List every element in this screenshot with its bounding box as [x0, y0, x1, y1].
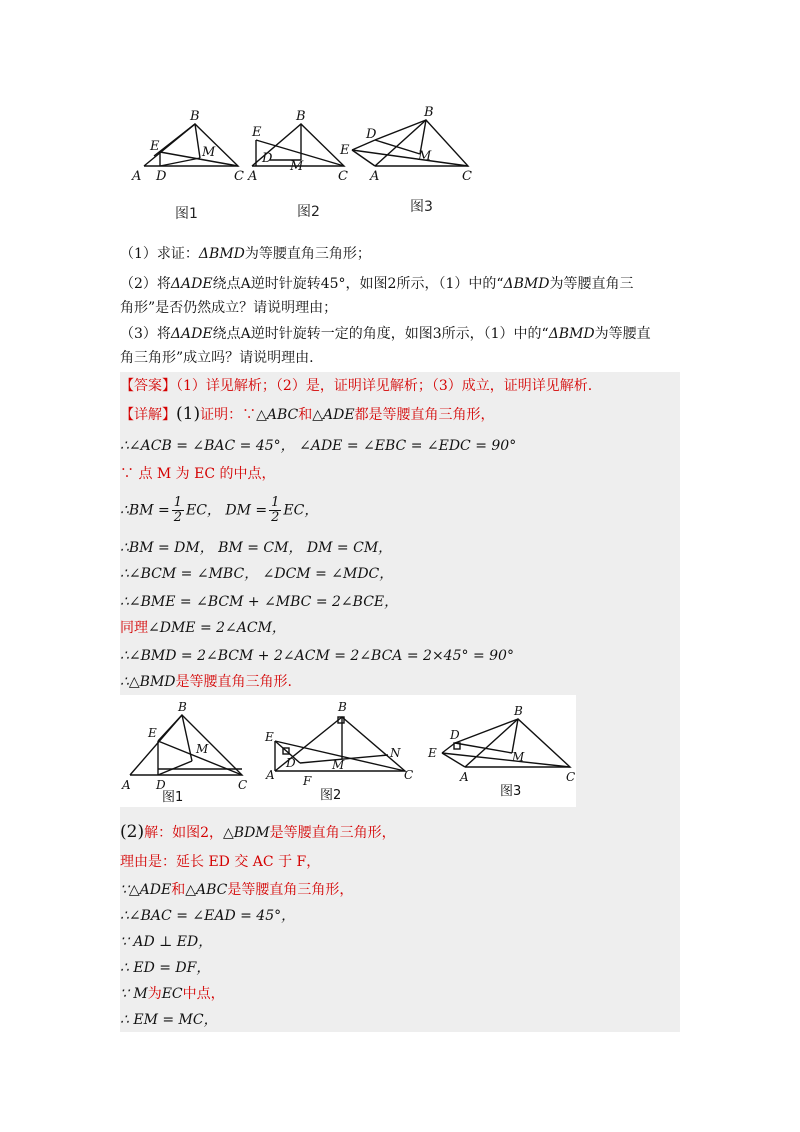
part2-line-1: [120, 822, 396, 843]
svg-text:D: D: [366, 127, 377, 142]
q3-math2: ΔBMD: [548, 326, 595, 342]
svg-text:M: M: [290, 159, 304, 174]
detail-text: 证明：∵: [200, 407, 257, 423]
answer-line: [120, 376, 592, 396]
detail-text: 是等腰直角三角形.: [175, 674, 292, 690]
svg-text:C: C: [566, 770, 576, 784]
svg-text:E: E: [428, 746, 437, 760]
question-3-line-2: 角三角形”成立吗？请说明理由.: [120, 350, 314, 366]
svg-text:F: F: [303, 774, 312, 788]
svg-text:A: A: [248, 169, 258, 184]
svg-text:E: E: [265, 730, 274, 744]
svg-text:N: N: [390, 746, 401, 760]
detail-text: 同理: [120, 620, 148, 636]
svg-text:M: M: [196, 742, 209, 756]
question-1: [120, 244, 371, 264]
svg-text:M: M: [418, 149, 432, 164]
detail-line-2: ∴∠ACB = ∠BAC = 45°， ∠ADE = ∠EBC = ∠EDC = 90°: [120, 438, 517, 454]
svg-text:D: D: [286, 756, 296, 770]
figure-label: 图2: [297, 204, 320, 220]
svg-text:D: D: [450, 728, 460, 742]
q3-suffix: 为等腰直: [594, 326, 651, 342]
detail-math: △ABC: [256, 407, 299, 423]
q2-math1: ΔADE: [170, 276, 213, 292]
frac-den: 2: [173, 510, 182, 525]
question-2-line-2: 角形”是否仍然成立？请说明理由；: [120, 300, 338, 316]
detail-text: EC， DM =: [186, 502, 268, 519]
q3-math1: ΔADE: [170, 326, 213, 342]
svg-text:M: M: [512, 750, 525, 764]
q2-suffix: 为等腰直角三: [549, 276, 634, 292]
part2-line-4: ∴∠BAC = ∠EAD = 45°，: [120, 908, 296, 924]
detail-num: (1): [176, 404, 201, 424]
part2-text: 为: [147, 986, 162, 1002]
part2-text: 是等腰直角三角形，: [227, 882, 354, 898]
part2-num: (2): [120, 822, 145, 842]
q2-prefix: （2）将: [120, 276, 171, 292]
frac-num: 1: [271, 495, 280, 510]
part2-math: ∵ M: [120, 986, 148, 1002]
question-3-line-1: [120, 324, 651, 344]
detail-line-5: ∴BM = DM， BM = CM， DM = CM，: [120, 540, 393, 556]
svg-text:E: E: [150, 139, 160, 154]
fraction: [269, 496, 281, 525]
part2-text: 解：如图2，: [144, 825, 224, 841]
svg-text:D: D: [156, 169, 167, 184]
detail-line-3: ∵ 点 M 为 EC 的中点，: [120, 466, 276, 482]
q2-mid1: 绕点A逆时针旋转: [212, 276, 321, 292]
svg-text:B: B: [514, 704, 523, 718]
part2-math: ∵△ADE: [120, 882, 172, 898]
fig-label: 图2: [320, 788, 342, 803]
part2-line-5: ∵ AD ⊥ ED，: [120, 934, 213, 950]
figure-label: 图1: [175, 206, 198, 222]
q2-mid2: ，如图2所示，（1）中的“: [345, 276, 504, 292]
svg-text:B: B: [296, 109, 306, 124]
detail-line-8: [120, 618, 286, 638]
part2-text: 是等腰直角三角形，: [269, 825, 396, 841]
svg-text:E: E: [148, 726, 157, 740]
detail-line-6: ∴∠BCM = ∠MBC， ∠DCM = ∠MDC，: [120, 566, 394, 582]
q2-math2: ΔBMD: [503, 276, 550, 292]
svg-text:E: E: [340, 143, 350, 158]
detail-line-4: [120, 496, 318, 525]
svg-text:C: C: [238, 778, 248, 792]
svg-text:C: C: [338, 169, 348, 184]
svg-text:A: A: [132, 169, 142, 184]
part2-text: 和: [171, 882, 186, 898]
svg-text:C: C: [234, 169, 244, 184]
detail-line-10: [120, 672, 292, 692]
part2-text: 中点，: [182, 986, 225, 1002]
svg-text:B: B: [424, 105, 434, 120]
figure-label: 图3: [410, 199, 433, 215]
figure-group-middle: [120, 695, 576, 807]
part2-math: △ABC: [185, 882, 228, 898]
detail-line-1: [120, 404, 495, 425]
svg-text:B: B: [190, 109, 200, 124]
detail-tag: 【详解】: [120, 407, 176, 423]
detail-text: EC，: [283, 502, 319, 519]
svg-text:M: M: [202, 145, 216, 160]
detail-math: ∠DME = 2∠ACM，: [148, 620, 286, 636]
frac-den: 2: [271, 510, 280, 525]
svg-text:B: B: [178, 700, 187, 714]
q3-prefix: （3）将: [120, 326, 171, 342]
svg-text:B: B: [338, 700, 347, 714]
detail-text: ∴BM =: [120, 502, 170, 519]
svg-text:D: D: [156, 778, 166, 792]
detail-text: 和: [298, 407, 313, 423]
q3-mid: 绕点A逆时针旋转一定的角度，如图3所示，（1）中的“: [212, 326, 549, 342]
q1-math: ΔBMD: [198, 246, 245, 262]
svg-text:D: D: [262, 151, 273, 166]
part2-line-7: [120, 984, 225, 1004]
svg-text:E: E: [252, 125, 262, 140]
fig-label: 图3: [500, 784, 522, 799]
fig-label: 图1: [162, 790, 184, 805]
question-2-line-1: [120, 274, 634, 294]
svg-text:C: C: [404, 768, 414, 782]
answer-text: （1）详见解析；（2）是，证明详见解析；（3）成立，证明详见解析.: [176, 378, 593, 394]
detail-math: ∴△BMD: [120, 674, 176, 690]
q1-suffix: 为等腰直角三角形；: [244, 246, 371, 262]
part2-math: EC: [161, 986, 183, 1002]
part2-line-6: ∴ ED = DF，: [120, 960, 211, 976]
answer-tag: 【答案】: [120, 378, 176, 394]
part2-math: △BDM: [223, 825, 270, 841]
svg-text:A: A: [370, 169, 380, 184]
part2-line-8: ∴ EM = MC，: [120, 1012, 218, 1028]
svg-text:A: A: [460, 770, 469, 784]
fraction: [172, 496, 184, 525]
detail-math: △ADE: [312, 407, 355, 423]
part2-line-3: [120, 880, 353, 900]
q2-angle: 45°: [320, 276, 346, 292]
svg-text:A: A: [266, 768, 275, 782]
svg-text:A: A: [122, 778, 131, 792]
svg-text:C: C: [462, 169, 472, 184]
frac-num: 1: [173, 495, 182, 510]
q1-prefix: （1）求证：: [120, 246, 199, 262]
detail-line-9: ∴∠BMD = 2∠BCM + 2∠ACM = 2∠BCA = 2×45° = 90°: [120, 648, 514, 664]
detail-line-7: ∴∠BME = ∠BCM + ∠MBC = 2∠BCE，: [120, 594, 399, 610]
part2-line-2: 理由是：延长 ED 交 AC 于 F，: [120, 854, 321, 870]
detail-text: 都是等腰直角三角形，: [354, 407, 495, 423]
svg-text:M: M: [332, 758, 345, 772]
